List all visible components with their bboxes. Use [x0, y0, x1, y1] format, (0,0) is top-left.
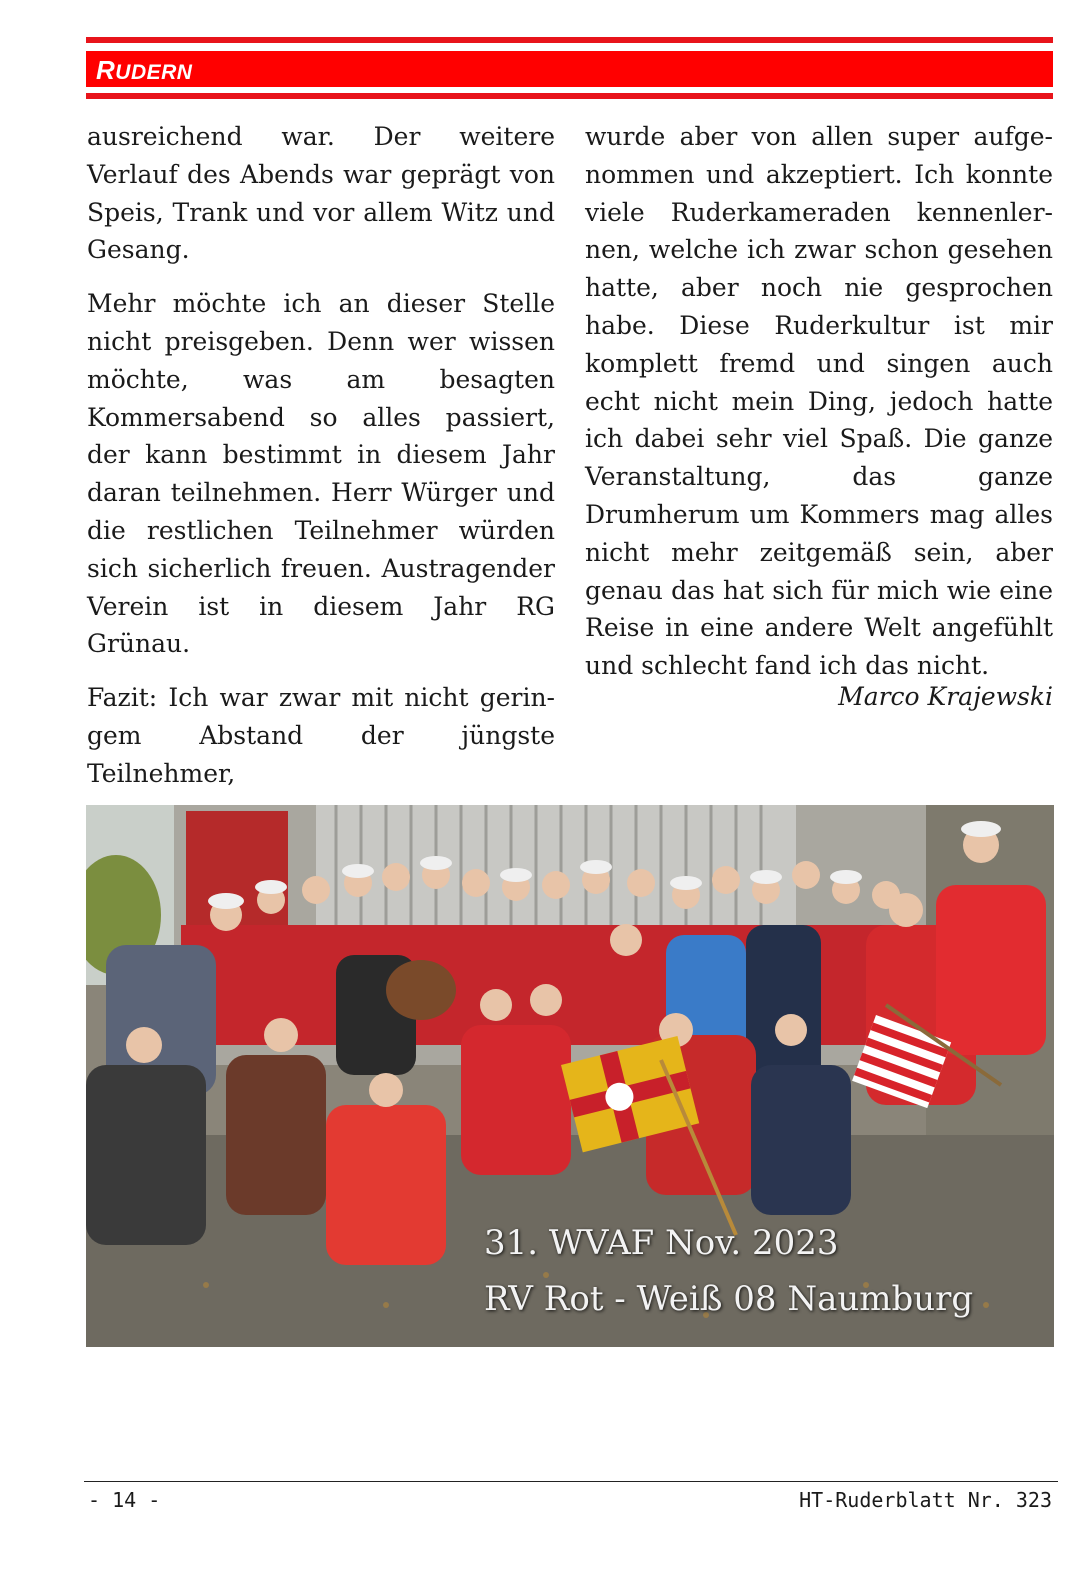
paragraph: ausreichend war. Der weitere Verlauf des Abends war geprägt von Speis, Trank und vor allem Witz und Gesang.	[87, 122, 555, 265]
header-rule-top	[86, 37, 1053, 43]
photo-caption-line-2: RV Rot - Weiß 08 Naumburg	[484, 1279, 974, 1319]
paragraph: Fazit: Ich war zwar mit nicht geringem Abstand der jüngste Teilnehmer,	[87, 683, 555, 788]
header-rule-bottom	[86, 93, 1053, 99]
page-number: - 14 -	[88, 1488, 161, 1512]
group-photo-illustration	[86, 805, 1054, 1347]
article-column-left	[87, 118, 555, 809]
section-header	[86, 37, 1053, 99]
article-column-right	[585, 118, 1053, 701]
author-signature: Marco Krajewski	[838, 682, 1053, 711]
header-bar	[86, 51, 1053, 87]
paragraph: wurde aber von allen super aufgenommen und akzeptiert. Ich konnte viele Ruderkameraden kennenlernen, welche ich zwar schon gesehen hatte, aber noch nie gesprochen habe. Diese Ruderkultur ist mir komplett fremd und singen auch echt nicht mein Ding, jedoch hatte ich dabei sehr viel Spaß. Die ganze Veranstaltung, das ganze Drumherum um Kommers mag alles nicht mehr zeitgemäß sein, aber genau das hat sich für mich wie eine Reise in eine andere Welt angefühlt und schlecht fand ich das nicht.	[585, 122, 1053, 681]
photo-caption-line-1: 31. WVAF Nov. 2023	[484, 1223, 839, 1263]
footer-rule	[84, 1481, 1058, 1482]
publication-name: HT-Ruderblatt Nr. 323	[799, 1488, 1052, 1512]
section-title: RUDERN	[96, 55, 193, 85]
paragraph: Mehr möchte ich an dieser Stelle nicht preisgeben. Denn wer wissen möchte, was am besagten Kommersabend so alles passiert, der kann bestimmt in diesem Jahr daran teilnehmen. Herr Würger und die restlichen Teilnehmer würden sich sicherlich freuen. Austragender Verein ist in diesem Jahr RG Grünau.	[87, 289, 555, 659]
group-photo	[86, 805, 1054, 1347]
